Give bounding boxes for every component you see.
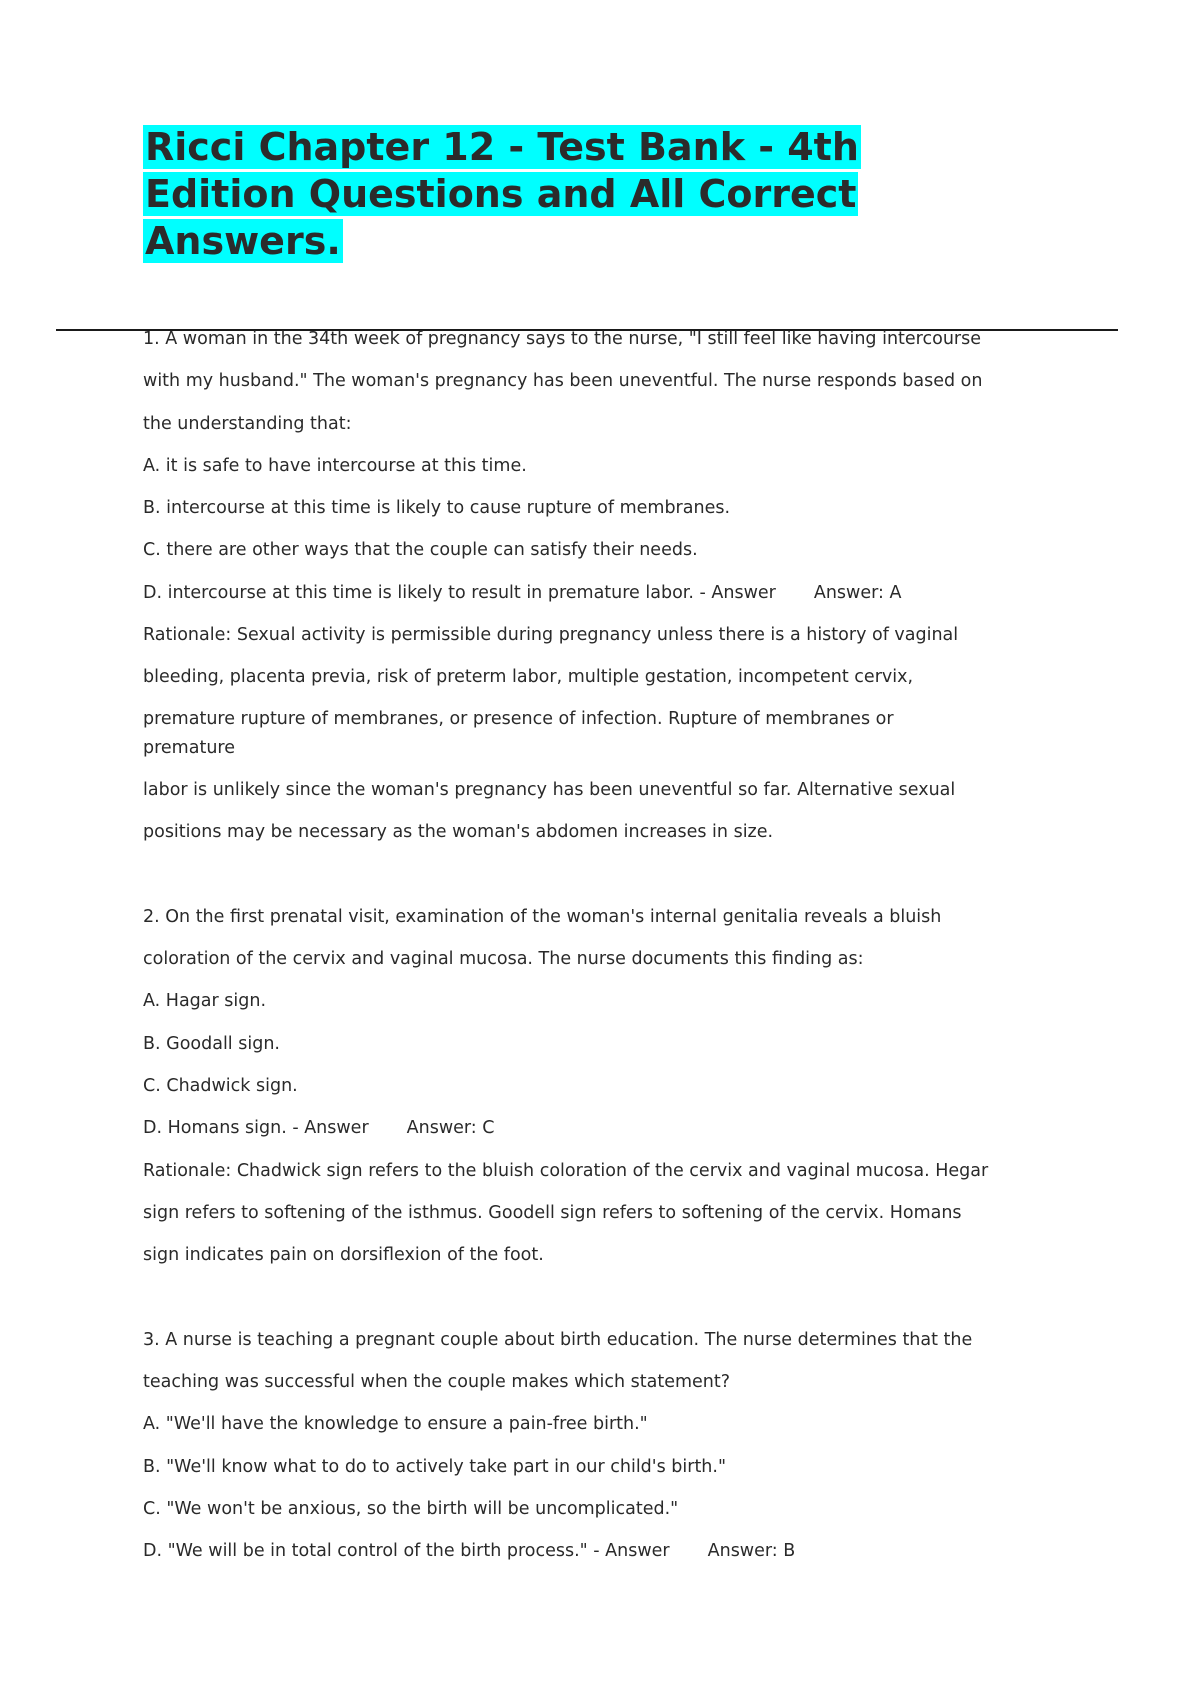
- question-2: [143, 902, 1083, 1283]
- option-c: C. there are other ways that the couple can satisfy their needs.: [143, 540, 698, 561]
- option-d: D. intercourse at this time is likely to result in premature labor. - Answer: [143, 582, 776, 603]
- title-line: Edition Questions and All Correct: [145, 172, 857, 216]
- rationale-line: premature rupture of membranes, or presence of infection. Rupture of membranes or: [143, 708, 894, 729]
- option-c: C. Chadwick sign.: [143, 1076, 298, 1097]
- question-1: [143, 324, 1083, 860]
- option-b: B. "We'll know what to do to actively take part in our child's birth.": [143, 1456, 727, 1477]
- question-3: [143, 1325, 1083, 1579]
- question-stem-line: with my husband." The woman's pregnancy has been uneventful. The nurse responds based on: [143, 371, 983, 392]
- question-stem-line: 1. A woman in the 34th week of pregnancy says to the nurse, "I still feel like having intercourse: [143, 329, 981, 349]
- rationale-line: positions may be necessary as the woman's abdomen increases in size.: [143, 822, 774, 843]
- option-c: C. "We won't be anxious, so the birth will be uncomplicated.": [143, 1499, 679, 1520]
- title-line: Answers.: [145, 219, 341, 263]
- questions-body: [143, 324, 1083, 1579]
- option-a: A. "We'll have the knowledge to ensure a pain-free birth.": [143, 1414, 648, 1435]
- rationale-line: sign refers to softening of the isthmus. Goodell sign refers to softening of the cervix. Homans: [143, 1202, 962, 1223]
- option-d: D. "We will be in total control of the birth process." - Answer: [143, 1541, 670, 1562]
- rationale-line: premature: [143, 737, 235, 758]
- question-stem-line: teaching was successful when the couple makes which statement?: [143, 1372, 731, 1393]
- document-title: [143, 124, 923, 265]
- spacer: [143, 860, 1083, 902]
- option-d-line: [143, 578, 1083, 620]
- option-a: A. Hagar sign.: [143, 991, 267, 1012]
- question-stem-line: the understanding that:: [143, 413, 352, 434]
- rationale-line: labor is unlikely since the woman's pregnancy has been uneventful so far. Alternative sexual: [143, 779, 956, 800]
- correct-answer: Answer: B: [707, 1541, 796, 1562]
- spacer: [143, 1283, 1083, 1325]
- title-line: Ricci Chapter 12 - Test Bank - 4th: [145, 125, 859, 169]
- correct-answer: Answer: C: [406, 1118, 495, 1139]
- option-d: D. Homans sign. - Answer: [143, 1118, 369, 1139]
- option-b: B. Goodall sign.: [143, 1033, 280, 1054]
- option-b: B. intercourse at this time is likely to cause rupture of membranes.: [143, 498, 731, 519]
- rationale-line: bleeding, placenta previa, risk of preterm labor, multiple gestation, incompetent cervix,: [143, 667, 914, 688]
- question-stem-line: coloration of the cervix and vaginal mucosa. The nurse documents this finding as:: [143, 949, 864, 970]
- question-stem-line: 3. A nurse is teaching a pregnant couple about birth education. The nurse determines that the: [143, 1329, 973, 1350]
- correct-answer: Answer: A: [813, 582, 902, 603]
- option-d-line: [143, 1536, 1083, 1578]
- rationale-line: Rationale: Sexual activity is permissible during pregnancy unless there is a history of vaginal: [143, 625, 959, 646]
- rationale-line: Rationale: Chadwick sign refers to the bluish coloration of the cervix and vaginal mucosa. Hegar: [143, 1160, 989, 1181]
- rationale-line: sign indicates pain on dorsiflexion of the foot.: [143, 1245, 544, 1266]
- question-stem-line: 2. On the first prenatal visit, examination of the woman's internal genitalia reveals a bluish: [143, 906, 942, 927]
- option-d-line: [143, 1113, 1083, 1155]
- option-a: A. it is safe to have intercourse at this time.: [143, 455, 527, 476]
